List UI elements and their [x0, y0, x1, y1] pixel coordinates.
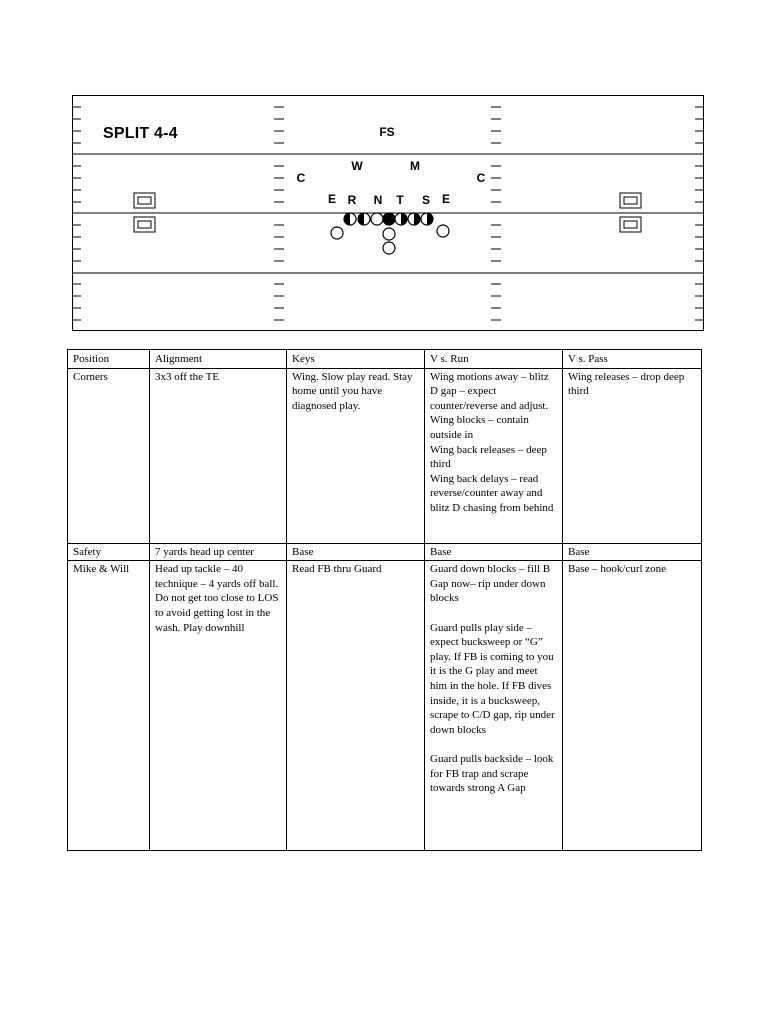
offensive-back — [383, 242, 395, 254]
table-row — [68, 368, 702, 543]
cell-position: Mike & Will — [68, 561, 150, 851]
label-mike: M — [410, 159, 420, 173]
header-vs-pass: V s. Pass — [563, 350, 702, 369]
header-alignment: Alignment — [150, 350, 287, 369]
cell-keys: Wing. Slow play read. Stay home until you have diagnosed play. — [287, 368, 425, 543]
offensive-back — [437, 225, 449, 237]
label-end-left: E — [327, 192, 337, 206]
lineman-shade — [344, 213, 350, 225]
cell-vs-run: Wing motions away – blitz D gap – expect counter/reverse and adjust. Wing blocks – contain outside in Wing back releases – deep third Wing back delays – read reverse/counter away and blitz D chasing from behind — [425, 368, 563, 543]
cell-position: Safety — [68, 543, 150, 561]
receiver-box — [138, 221, 151, 228]
receiver-box — [134, 193, 155, 208]
cell-keys: Read FB thru Guard — [287, 561, 425, 851]
cell-alignment: Head up tackle – 40 technique – 4 yards off ball. Do not get too close to LOS to avoid getting lost in the wash. Play downhill — [150, 561, 287, 851]
diagram-title: SPLIT 4-4 — [103, 125, 178, 142]
table-row — [68, 561, 702, 851]
offensive-lineman — [383, 213, 395, 225]
label-tackle: T — [396, 193, 404, 207]
receiver-box — [624, 221, 637, 228]
cell-keys: Base — [287, 543, 425, 561]
lineman-shade — [414, 213, 420, 225]
receiver-box — [134, 217, 155, 232]
receiver-box — [138, 197, 151, 204]
label-corner-right: C — [476, 171, 486, 185]
header-position: Position — [68, 350, 150, 369]
receiver-box — [620, 193, 641, 208]
label-will: W — [351, 159, 363, 173]
offensive-back — [331, 227, 343, 239]
label-free-safety: FS — [379, 125, 395, 139]
cell-vs-pass: Base – hook/curl zone — [563, 561, 702, 851]
header-keys: Keys — [287, 350, 425, 369]
offensive-back — [383, 228, 395, 240]
table-header-row — [68, 350, 702, 369]
lineman-shade — [358, 213, 364, 225]
cell-vs-pass: Wing releases – drop deep third — [563, 368, 702, 543]
formation-diagram — [72, 95, 704, 331]
receiver-box — [624, 197, 637, 204]
offensive-lineman — [371, 213, 383, 225]
lineman-shade — [401, 213, 407, 225]
label-nose: N — [373, 193, 383, 207]
label-strong: S — [421, 193, 431, 207]
cell-alignment: 3x3 off the TE — [150, 368, 287, 543]
cell-vs-run: Guard down blocks – fill B Gap now– rip under down blocks Guard pulls play side – expect bucksweep or “G” play. If FB is coming to you it is the G play and meet him in the hole. If FB dives inside, it is a bucksweep, scrape to C/D gap, rip under down blocks Guard pulls backside – look for FB trap and scrape towards strong A Gap — [425, 561, 563, 851]
cell-vs-run: Base — [425, 543, 563, 561]
assignment-table — [67, 349, 702, 851]
label-end-right: E — [441, 192, 451, 206]
receiver-box — [620, 217, 641, 232]
table-row — [68, 543, 702, 561]
cell-position: Corners — [68, 368, 150, 543]
label-corner-left: C — [296, 171, 306, 185]
lineman-shade — [427, 213, 433, 225]
header-vs-run: V s. Run — [425, 350, 563, 369]
cell-vs-pass: Base — [563, 543, 702, 561]
label-rush: R — [347, 193, 357, 207]
cell-alignment: 7 yards head up center — [150, 543, 287, 561]
